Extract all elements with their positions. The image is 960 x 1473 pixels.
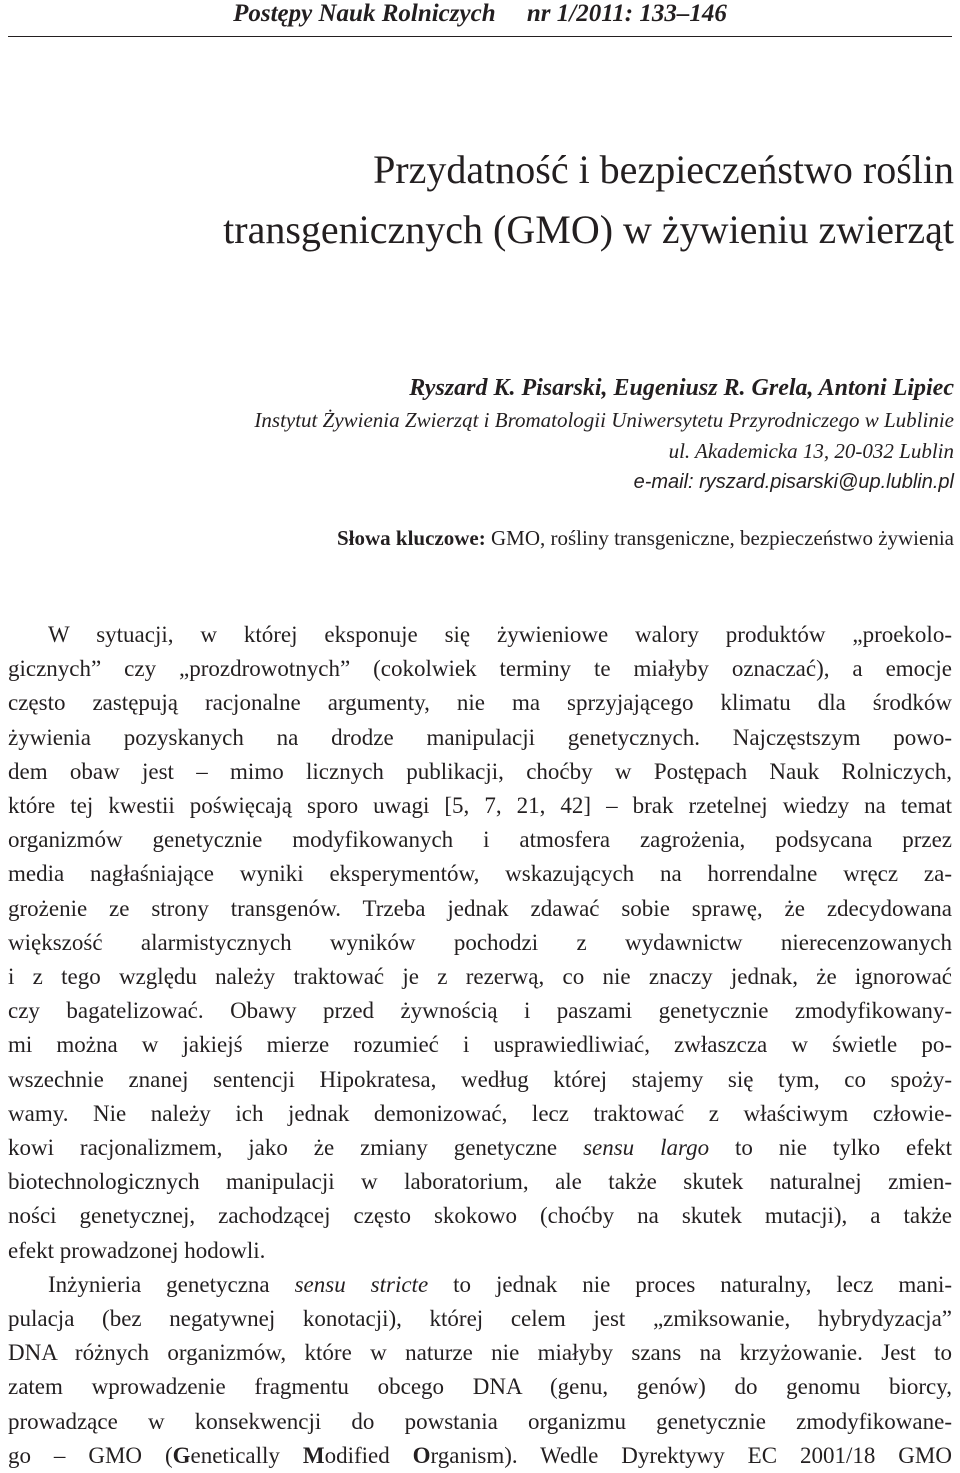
acronym-letter: O [412, 1442, 431, 1468]
address: ul. Akademicka 13, 20-032 Lublin [668, 439, 954, 463]
text-line: czy bagatelizować. Obawy przed żywnością i paszami genetycznie zmodyfikowany- [8, 998, 952, 1024]
text-line: mi można w jakiejś mierze rozumieć i usprawiedliwiać, zwłaszcza w świetle po- [8, 1032, 952, 1058]
text-line: i z tego względu należy traktować je z rezerwą, co nie znaczy jednak, że ignorować [8, 964, 952, 990]
authors: Ryszard K. Pisarski, Eugeniusz R. Grela, Antoni Lipiec [409, 375, 954, 401]
text-run: rganism). Wedle Dyrektywy EC 2001/18 GMO [430, 1442, 952, 1468]
latin-term: sensu largo [583, 1135, 710, 1161]
text-line: ności genetycznej, zachodzącej często skokowo (choćby na skutek mutacji), a także [8, 1203, 952, 1229]
text-line: media nagłaśniające wyniki eksperymentów, wskazujących na horrendalne wręcz za- [8, 861, 952, 887]
institute: Instytut Żywienia Zwierząt i Bromatologii Uniwersytetu Przyrodniczego w Lublinie [254, 408, 954, 432]
text-line: wamy. Nie należy ich jednak demonizować, lecz traktować z właściwym człowie- [8, 1100, 952, 1126]
title-line-2: transgenicznych (GMO) w żywieniu zwierząt [223, 207, 954, 252]
text-line: żywienia pozyskanych na drodze manipulacji genetycznych. Najczęstszym powo- [8, 724, 952, 750]
acronym-letter: G [172, 1442, 191, 1468]
keywords-label: Słowa kluczowe: [336, 526, 486, 550]
text-run: odified [324, 1442, 413, 1468]
text-run: kowi racjonalizmem, jako że zmiany genetyczne [8, 1135, 558, 1161]
text-line: gicznych” czy „prozdrowotnych” (cokolwiek terminy te miałyby oznaczać), a emocje [8, 656, 952, 682]
text-line [8, 1439, 952, 1473]
paragraph-1 [8, 618, 952, 1268]
text-line: efekt prowadzonej hodowli. [8, 1237, 266, 1263]
paragraph-2 [8, 1268, 952, 1473]
text-line: organizmów genetycznie modyfikowanych i atmosfera zagrożenia, podsycana przez [8, 827, 952, 853]
affiliation [34, 405, 954, 498]
text-line: często zastępują racjonalne argumenty, nie ma sprzyjającego klimatu dla środków [8, 690, 952, 716]
latin-term: sensu stricte [294, 1271, 429, 1297]
article-body [8, 618, 952, 1473]
text-line: W sytuacji, w której eksponuje się żywieniowe walory produktów „proekolo- [48, 622, 952, 647]
text-run: to nie tylko efekt [735, 1135, 952, 1161]
text-line: pulacja (bez negatywnej konotacji), której celem jest „zmiksowanie, hybrydyzacja” [8, 1306, 952, 1332]
article-title [54, 140, 954, 260]
text-line: większość alarmistycznych wyników pochodzi z wydawnictw nierecenzowanych [8, 929, 952, 955]
text-line: biotechnologicznych manipulacji w laboratorium, ale także skutek naturalnej zmien- [8, 1169, 952, 1195]
keywords-value: GMO, rośliny transgeniczne, bezpieczeństwo żywienia [490, 526, 954, 550]
text-run: enetically [190, 1442, 303, 1468]
text-line: DNA różnych organizmów, które w naturze nie miałyby szans na krzyżowanie. Jest to [8, 1340, 952, 1366]
email[interactable]: e-mail: ryszard.pisarski@up.lublin.pl [633, 471, 954, 493]
text-line: które tej kwestii poświęcają sporo uwagi [5, 7, 21, 42] – brak rzetelnej wiedzy na temat [8, 793, 952, 819]
text-line: dem obaw jest – mimo licznych publikacji, choćby w Postępach Nauk Rolniczych, [8, 758, 952, 784]
text-line: grożenie ze strony transgenów. Trzeba jednak zdawać sobie sprawę, że zdecydowana [8, 895, 952, 921]
title-line-1: Przydatność i bezpieczeństwo roślin [373, 147, 954, 192]
header-rule [8, 36, 952, 37]
text-run: go – GMO ( [8, 1442, 173, 1468]
keywords [34, 523, 954, 553]
text-run: Inżynieria genetyczna [48, 1271, 270, 1297]
text-line [8, 1131, 952, 1165]
text-line: wszechnie znanej sentencji Hipokratesa, według której stajemy się tym, co spoży- [8, 1066, 952, 1092]
journal-header [0, 0, 960, 28]
journal-name: Postępy Nauk Rolniczych [233, 0, 496, 27]
journal-issue: nr 1/2011: 133–146 [526, 0, 727, 27]
text-line: zatem wprowadzenie fragmentu obcego DNA (genu, genów) do genomu biorcy, [8, 1374, 952, 1400]
text-run: to jednak nie proces naturalny, lecz mani- [453, 1271, 952, 1297]
text-line: prowadzące w konsekwencji do powstania organizmu genetycznie zmodyfikowane- [8, 1408, 952, 1434]
acronym-letter: M [302, 1442, 325, 1468]
text-line [8, 1268, 952, 1302]
